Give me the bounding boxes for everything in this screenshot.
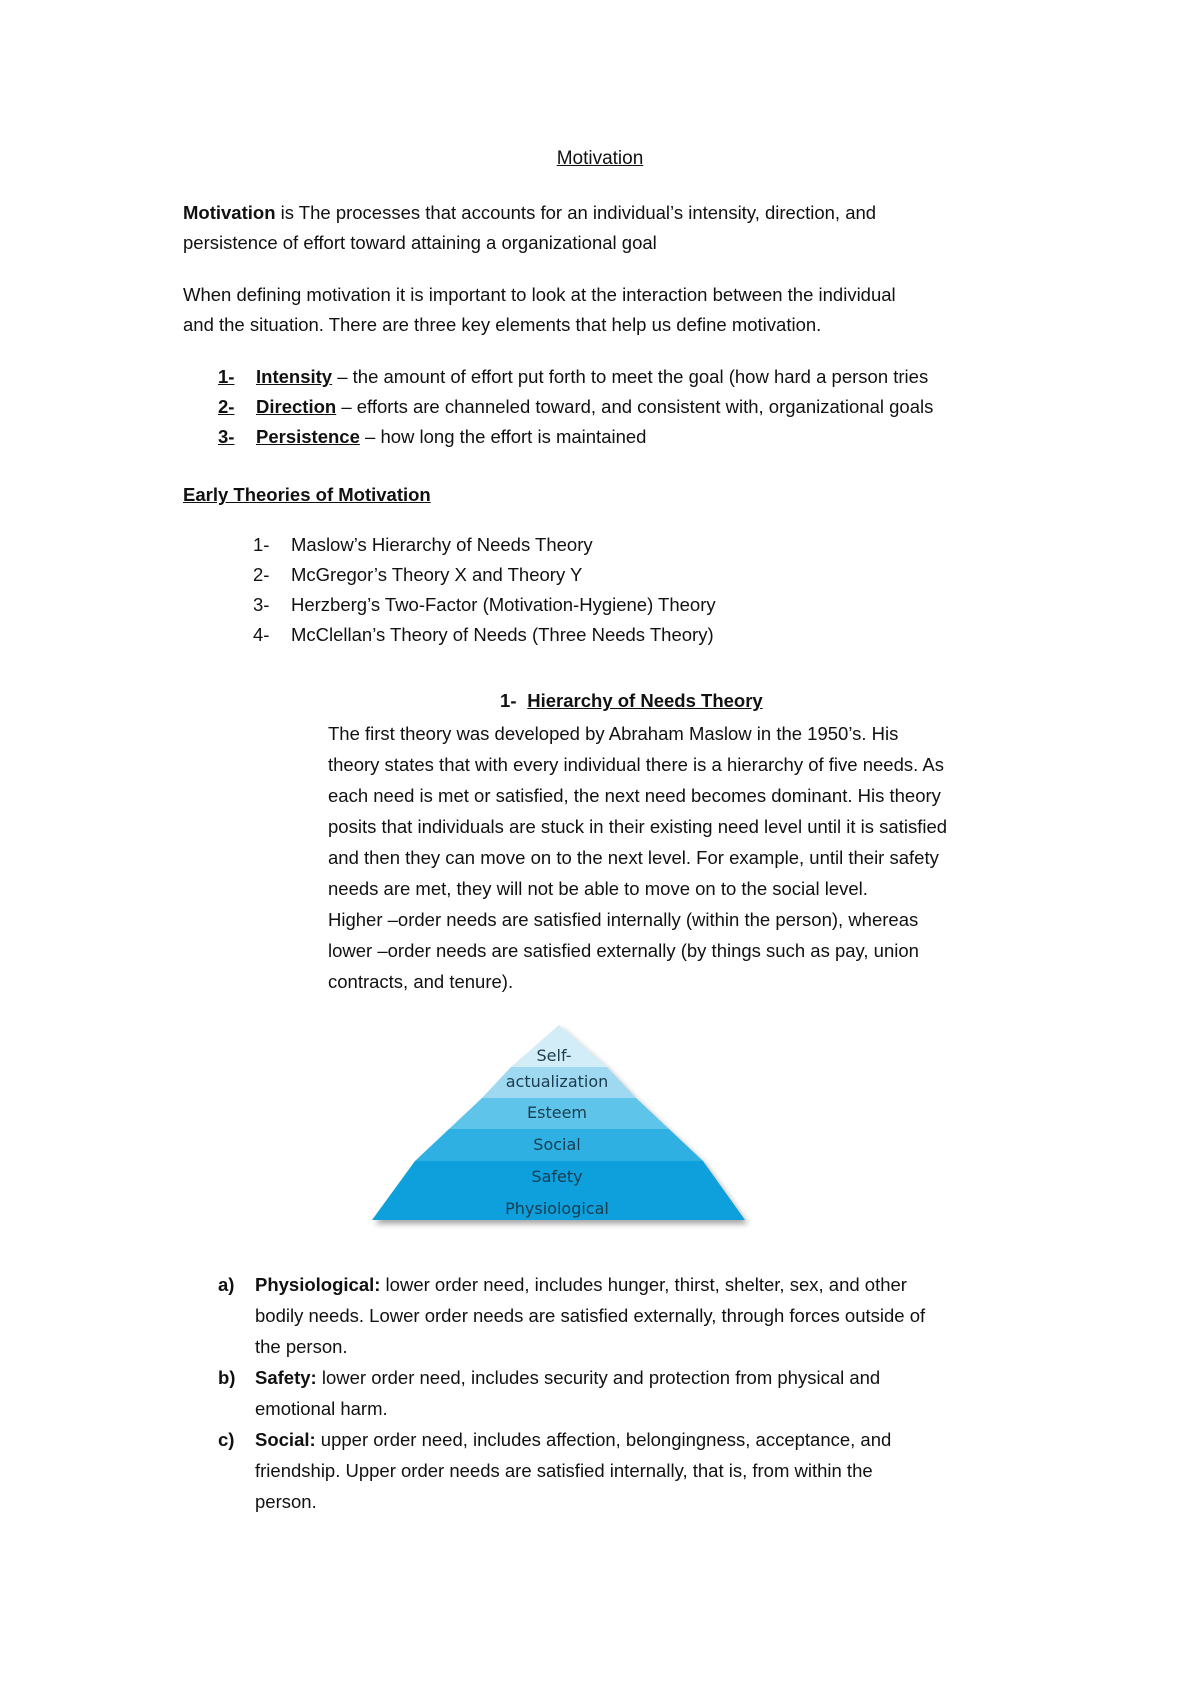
pyramid-label-social: Social: [533, 1135, 581, 1154]
item-term: Intensity: [256, 366, 333, 387]
definition-text-2: persistence of effort toward attaining a organizational goal: [183, 232, 657, 253]
pyramid-label-actualization: actualization: [505, 1072, 609, 1091]
body-line: and then they can move on to the next level. For example, until their safety: [328, 847, 939, 868]
section-heading: [0, 690, 1200, 712]
theories-list: [253, 530, 716, 650]
list-item: [253, 590, 716, 620]
hierarchy-pyramid: [370, 1023, 756, 1235]
item-number: 3-: [253, 594, 270, 615]
item-term: Social:: [255, 1429, 316, 1450]
item-label: b): [218, 1367, 236, 1388]
item-text: McGregor’s Theory X and Theory Y: [291, 564, 583, 585]
item-number: 2-: [253, 564, 270, 585]
list-item: [218, 422, 933, 452]
body-line: The first theory was developed by Abraham Maslow in the 1950’s. His: [328, 723, 899, 744]
intro-text-1: When defining motivation it is important to look at the interaction between the individual: [183, 284, 896, 305]
definition-term: Motivation: [183, 202, 276, 223]
item-text: person.: [255, 1491, 317, 1512]
item-desc: – efforts are channeled toward, and consistent with, organizational goals: [336, 396, 934, 417]
body-line: needs are met, they will not be able to move on to the social level.: [328, 878, 868, 899]
body-line: posits that individuals are stuck in their existing need level until it is satisfied: [328, 816, 948, 837]
item-text: lower order need, includes security and protection from physical and: [316, 1367, 881, 1388]
item-text: McClellan’s Theory of Needs (Three Needs Theory): [291, 624, 714, 645]
pyramid-label-esteem: Esteem: [527, 1103, 587, 1122]
item-desc: – the amount of effort put forth to meet the goal (how hard a person tries: [332, 366, 929, 387]
item-number: 1-: [218, 366, 235, 387]
item-number: 2-: [218, 396, 235, 417]
body-line: lower –order needs are satisfied externally (by things such as pay, union: [328, 940, 919, 961]
item-number: 4-: [253, 624, 270, 645]
list-item: [218, 362, 933, 392]
body-line: Higher –order needs are satisfied internally (within the person), whereas: [328, 909, 919, 930]
section-title: Hierarchy of Needs Theory: [527, 690, 763, 711]
item-text: bodily needs. Lower order needs are satisfied externally, through forces outside of: [255, 1305, 926, 1326]
item-term: Safety:: [255, 1367, 317, 1388]
body-line: each need is met or satisfied, the next need becomes dominant. His theory: [328, 785, 941, 806]
list-item: [218, 1269, 925, 1300]
intro-paragraph: [183, 280, 896, 340]
item-text: Herzberg’s Two-Factor (Motivation-Hygiene) Theory: [291, 594, 716, 615]
item-text: friendship. Upper order needs are satisfied internally, that is, from within the: [255, 1460, 873, 1481]
list-item: [253, 620, 716, 650]
intro-text-2: and the situation. There are three key elements that help us define motivation.: [183, 314, 822, 335]
item-text: the person.: [255, 1336, 348, 1357]
needs-list: [218, 1269, 925, 1517]
page-title: Motivation: [556, 148, 644, 169]
item-number: 3-: [218, 426, 235, 447]
item-label: a): [218, 1274, 235, 1295]
item-text: Maslow’s Hierarchy of Needs Theory: [291, 534, 593, 555]
list-item: [253, 530, 716, 560]
section-body: [328, 718, 947, 997]
item-text: upper order need, includes affection, belongingness, acceptance, and: [315, 1429, 892, 1450]
definition-paragraph: [183, 198, 876, 258]
body-line: theory states that with every individual there is a hierarchy of five needs. As: [328, 754, 944, 775]
pyramid-label-self: Self-: [536, 1046, 572, 1065]
pyramid-label-physiological: Physiological: [505, 1199, 609, 1218]
body-line: contracts, and tenure).: [328, 971, 514, 992]
item-term: Direction: [256, 396, 337, 417]
item-term: Physiological:: [255, 1274, 381, 1295]
early-theories-heading: Early Theories of Motivation: [183, 484, 431, 505]
list-item: [218, 392, 933, 422]
section-number: 1-: [500, 690, 517, 711]
list-item: [253, 560, 716, 590]
list-item: [218, 1362, 925, 1393]
item-number: 1-: [253, 534, 270, 555]
item-text: emotional harm.: [255, 1398, 388, 1419]
key-elements-list: [218, 362, 933, 452]
list-item: [218, 1424, 925, 1455]
item-text: lower order need, includes hunger, thirst, shelter, sex, and other: [380, 1274, 907, 1295]
pyramid-label-safety: Safety: [531, 1167, 583, 1186]
item-label: c): [218, 1429, 235, 1450]
item-term: Persistence: [256, 426, 360, 447]
item-desc: – how long the effort is maintained: [359, 426, 647, 447]
definition-text-1: is The processes that accounts for an individual’s intensity, direction, and: [275, 202, 877, 223]
